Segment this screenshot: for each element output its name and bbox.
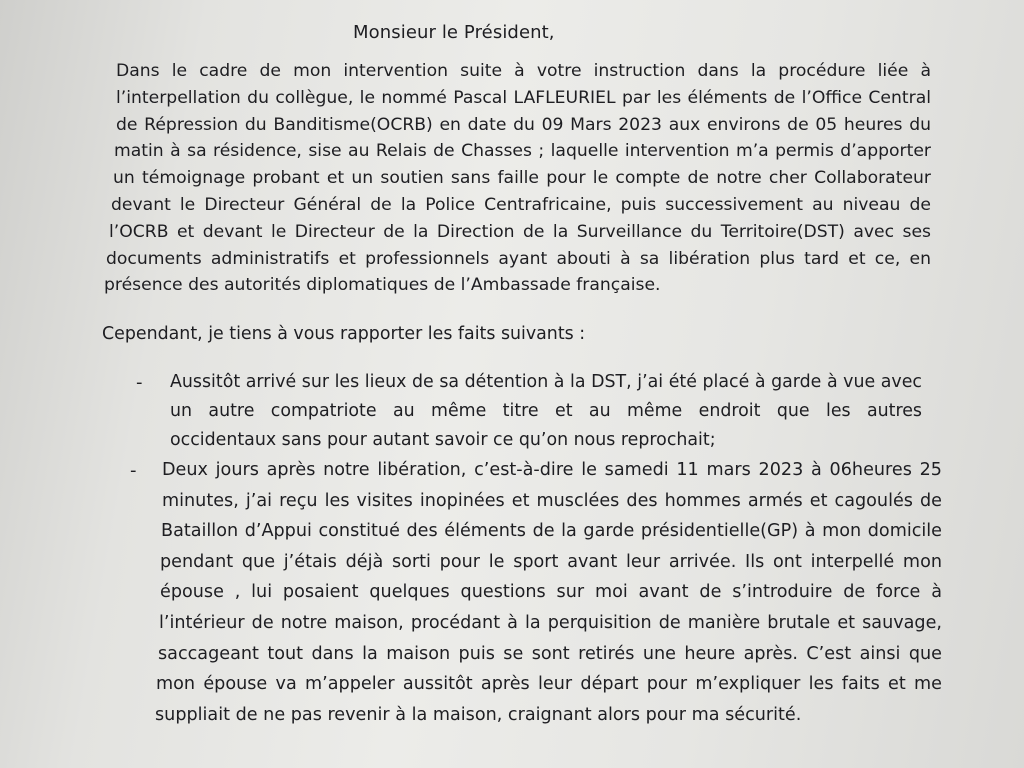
bullet-line: occidentaux sans pour autant savoir ce qu’on nous reprochait; [170,430,716,450]
paragraph-line: devant le Directeur Général de la Police Centrafricaine, puis successivement au niveau de [111,194,931,215]
bullet-line: Bataillon d’Appui constitué des éléments de la garde présidentielle(GP) à mon domicile [161,521,942,542]
bullet-item-detention [170,368,922,455]
paragraph-line: matin à sa résidence, sise au Relais de Chasses ; laquelle intervention m’a permis d’apporter [114,141,931,162]
paragraph-line: présence des autorités diplomatiques de l’Ambassade française. [104,275,661,296]
bullet-item-search [155,455,942,730]
salutation: Monsieur le Président, [353,22,555,43]
paragraph-line: Dans le cadre de mon intervention suite à votre instruction dans la procédure liée à [116,61,931,81]
bullet-line: l’intérieur de notre maison, procédant à la perquisition de manière brutale et sauvage, [159,612,942,633]
bullet-line: épouse , lui posaient quelques questions sur moi avant de s’introduire de force à [160,582,942,603]
bullet-marker: - [136,372,143,393]
paragraph-line: l’interpellation du collègue, le nommé Pascal LAFLEURIEL par les éléments de l’Office Central [116,87,931,108]
bullet-line: un autre compatriote au même titre et au même endroit que les autres [170,401,922,421]
bullet-line: mon épouse va m’appeler aussitôt après leur départ pour m’expliquer les faits et me [156,674,942,695]
paragraph-line: documents administratifs et professionnels ayant abouti à sa libération plus tard et ce, en [106,248,931,269]
bullet-line: suppliait de ne pas revenir à la maison, craignant alors pour ma sécurité. [155,704,802,725]
bullet-marker: - [130,460,137,481]
paragraph-intervention [104,58,931,299]
facts-intro: Cependant, je tiens à vous rapporter les faits suivants : [102,324,586,344]
bullet-line: Deux jours après notre libération, c’est-à-dire le samedi 11 mars 2023 à 06heures 25 [162,460,942,480]
paragraph-line: un témoignage probant et un soutien sans faille pour le compte de notre cher Collaborateur [113,168,931,189]
paragraph-line: l’OCRB et devant le Directeur de la Direction de la Surveillance du Territoire(DST) avec ses [109,221,931,242]
paragraph-line: de Répression du Banditisme(OCRB) en date du 09 Mars 2023 aux environs de 05 heures du [116,114,931,135]
bullet-line: pendant que j’étais déjà sorti pour le sport avant leur arrivée. Ils ont interpellé mon [160,551,942,572]
bullet-line: Aussitôt arrivé sur les lieux de sa détention à la DST, j’ai été placé à garde à vue avec [170,372,922,392]
bullet-line: saccageant tout dans la maison puis se sont retirés une heure après. C’est ainsi que [158,643,942,664]
bullet-line: minutes, j’ai reçu les visites inopinées et musclées des hommes armés et cagoulés de [162,490,942,511]
